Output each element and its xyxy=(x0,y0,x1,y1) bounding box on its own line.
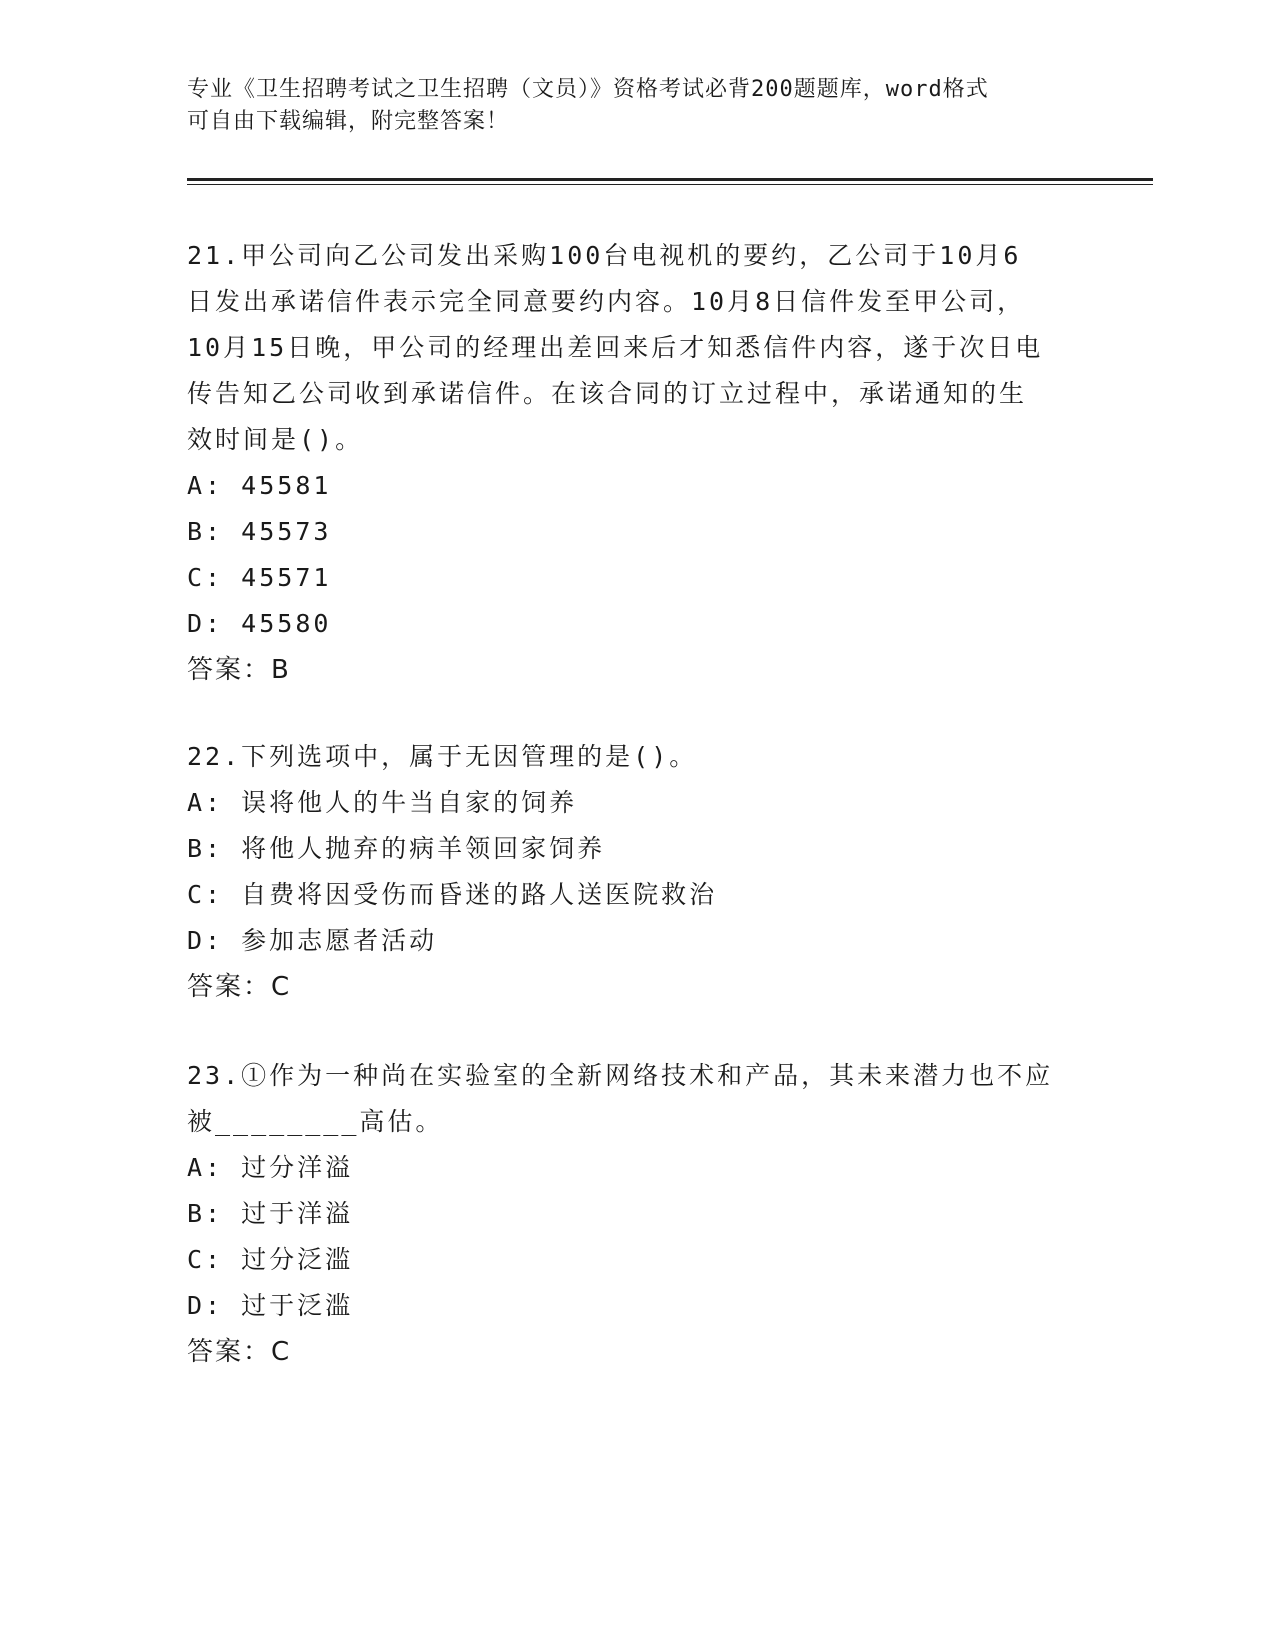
option-text: 过于洋溢 xyxy=(241,1199,354,1228)
option-c xyxy=(187,872,1087,918)
question-stem-line: 日发出承诺信件表示完全同意要约内容。10月8日信件发至甲公司， xyxy=(187,287,1026,316)
option-text: 45581 xyxy=(241,471,332,500)
question-stem-line: 被________高估。 xyxy=(187,1107,444,1136)
header-divider-thick xyxy=(187,178,1153,181)
option-text: 45580 xyxy=(241,609,332,638)
option-text: 将他人抛弃的病羊领回家饲养 xyxy=(241,834,606,863)
header-divider-thin xyxy=(187,184,1153,185)
question-21 xyxy=(187,233,1087,693)
option-a xyxy=(187,780,1087,826)
option-text: 过分洋溢 xyxy=(241,1153,354,1182)
option-label: B: xyxy=(187,517,224,546)
question-stem-line: 22.下列选项中，属于无因管理的是()。 xyxy=(187,742,698,771)
option-text: 参加志愿者活动 xyxy=(241,926,438,955)
question-stem-line: 传告知乙公司收到承诺信件。在该合同的订立过程中，承诺通知的生 xyxy=(187,379,1028,408)
document-header xyxy=(187,74,1067,138)
option-label: D: xyxy=(187,609,224,638)
answer-line: 答案：C xyxy=(187,1337,292,1367)
option-text: 自费将因受伤而昏迷的路人送医院救治 xyxy=(241,880,718,909)
question-stem-line: 21.甲公司向乙公司发出采购100台电视机的要约，乙公司于10月6 xyxy=(187,241,1022,270)
option-b xyxy=(187,509,1087,555)
header-title-line-1: 专业《卫生招聘考试之卫生招聘（文员）》资格考试必背200题题库，word格式 xyxy=(187,77,989,102)
option-d xyxy=(187,601,1087,647)
option-label: A: xyxy=(187,471,224,500)
answer-line: 答案：B xyxy=(187,655,291,685)
option-d xyxy=(187,1283,1087,1329)
header-title-line-2: 可自由下载编辑，附完整答案！ xyxy=(187,109,510,134)
question-stem-line: 10月15日晚，甲公司的经理出差回来后才知悉信件内容，遂于次日电 xyxy=(187,333,1044,362)
option-text: 过分泛滥 xyxy=(241,1245,354,1274)
option-b xyxy=(187,1191,1087,1237)
option-d xyxy=(187,918,1087,964)
question-stem-line: 效时间是()。 xyxy=(187,425,364,454)
option-label: A: xyxy=(187,788,224,817)
option-c xyxy=(187,555,1087,601)
option-label: B: xyxy=(187,834,224,863)
question-22 xyxy=(187,734,1087,1010)
option-text: 误将他人的牛当自家的饲养 xyxy=(241,788,578,817)
option-label: C: xyxy=(187,563,224,592)
option-b xyxy=(187,826,1087,872)
option-c xyxy=(187,1237,1087,1283)
option-a xyxy=(187,463,1087,509)
option-a xyxy=(187,1145,1087,1191)
option-label: D: xyxy=(187,926,224,955)
option-label: B: xyxy=(187,1199,224,1228)
option-label: A: xyxy=(187,1153,224,1182)
option-text: 45571 xyxy=(241,563,332,592)
option-text: 45573 xyxy=(241,517,332,546)
option-label: D: xyxy=(187,1291,224,1320)
question-23 xyxy=(187,1053,1087,1375)
option-label: C: xyxy=(187,880,224,909)
option-text: 过于泛滥 xyxy=(241,1291,354,1320)
option-label: C: xyxy=(187,1245,224,1274)
answer-line: 答案：C xyxy=(187,972,292,1002)
question-stem-line: 23.①作为一种尚在实验室的全新网络技术和产品，其未来潜力也不应 xyxy=(187,1061,1054,1090)
